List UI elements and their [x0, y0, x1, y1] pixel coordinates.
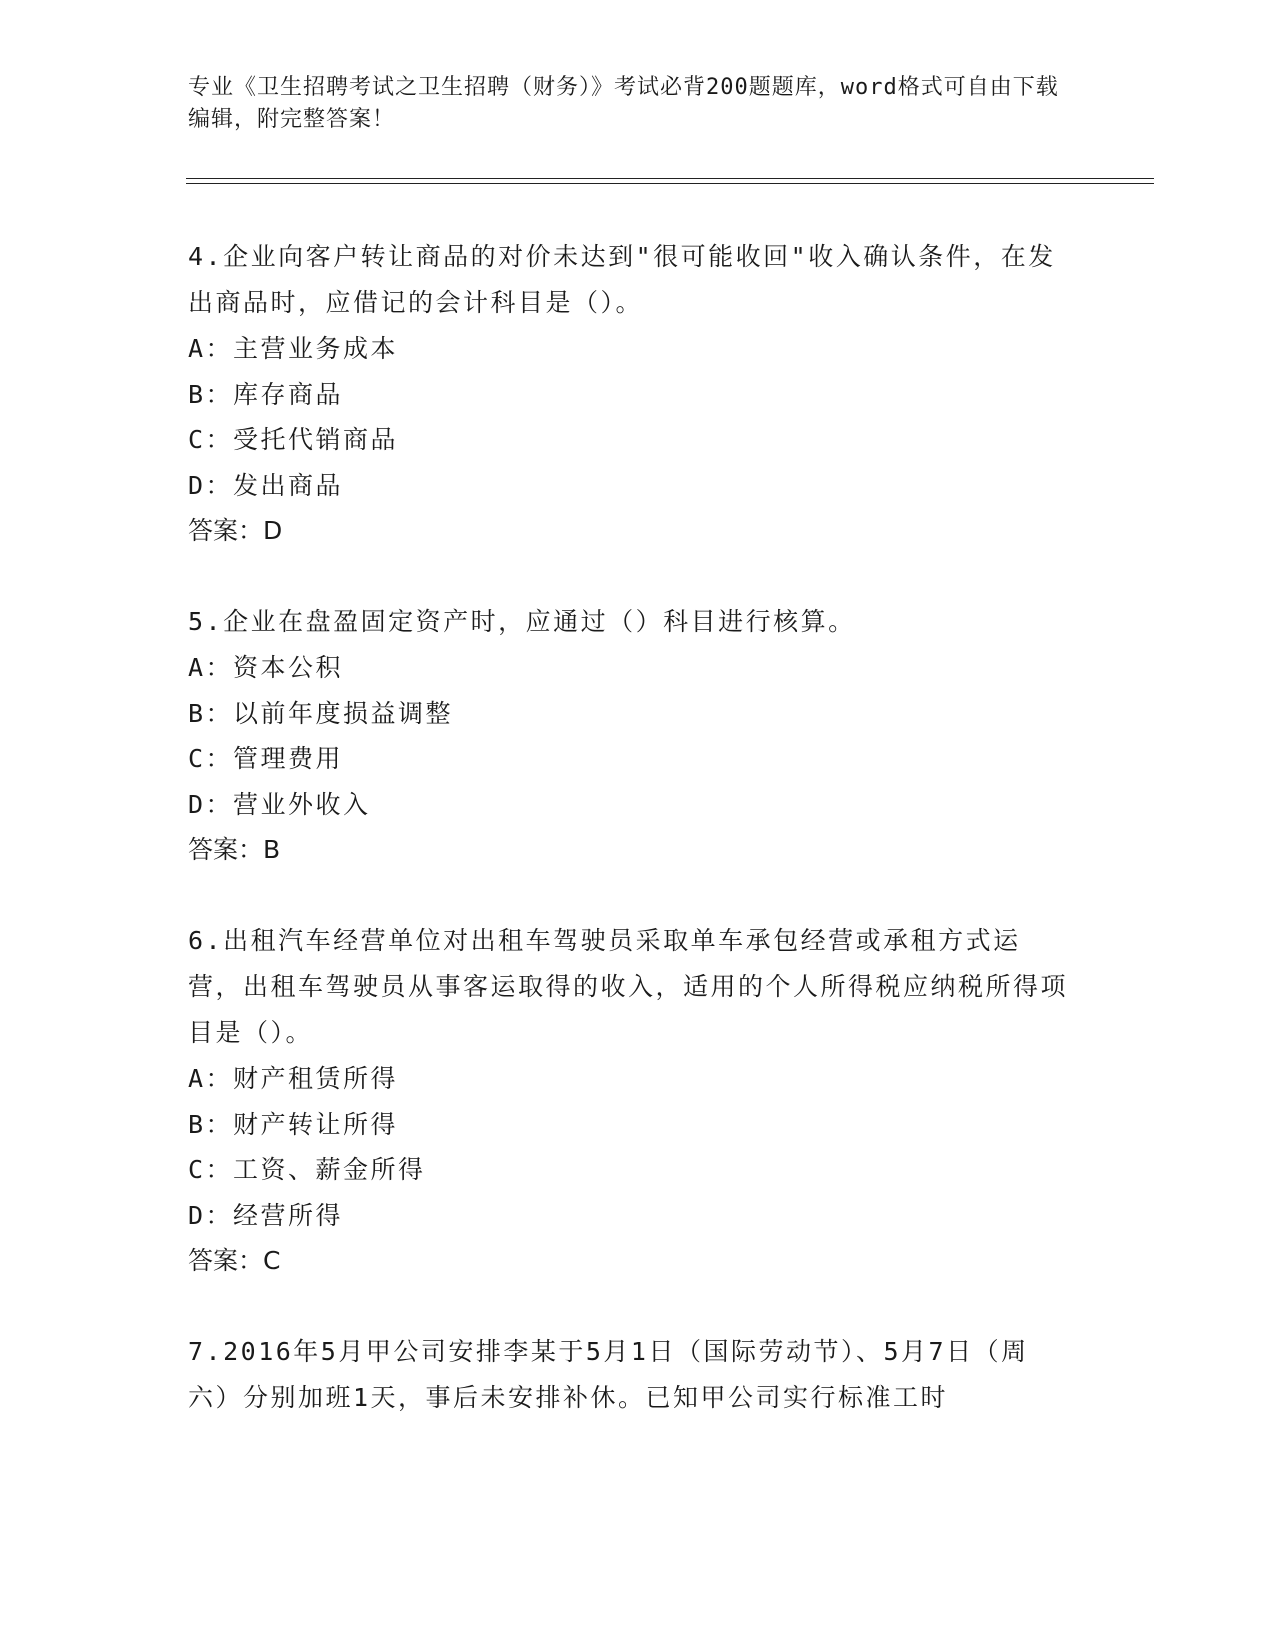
option-a: A：主营业务成本: [188, 334, 399, 363]
option-d: D：营业外收入: [188, 789, 371, 819]
question-7: [188, 1329, 1068, 1421]
answer: 答案：D: [188, 516, 283, 545]
option-c: C：受托代销商品: [188, 425, 399, 454]
question-stem: 6.出租汽车经营单位对出租车驾驶员采取单车承包经营或承租方式运营，出租车驾驶员从事客运取得的收入，适用的个人所得税应纳税所得项目是（）。: [188, 926, 1069, 1047]
question-6: [188, 918, 1068, 1284]
option-d: D：发出商品: [188, 470, 344, 500]
header-divider-bottom: [186, 183, 1154, 184]
option-c: C：工资、薪金所得: [188, 1155, 426, 1184]
question-4: [188, 234, 1068, 554]
question-5: [188, 599, 1068, 873]
option-b: B：库存商品: [188, 379, 344, 409]
answer: 答案：C: [188, 1246, 281, 1275]
document-intro: 专业《卫生招聘考试之卫生招聘（财务）》考试必背200题题库，word格式可自由下载编辑，附完整答案！: [188, 75, 1059, 132]
option-b: B：以前年度损益调整: [188, 698, 454, 728]
option-d: D：经营所得: [188, 1200, 344, 1230]
question-stem: 5.企业在盘盈固定资产时，应通过（）科目进行核算。: [188, 607, 856, 636]
option-c: C：管理费用: [188, 744, 344, 773]
option-a: A：财产租赁所得: [188, 1064, 399, 1093]
question-stem: 7.2016年5月甲公司安排李某于5月1日（国际劳动节）、5月7日（周六）分别加班1天，事后未安排补休。已知甲公司实行标准工时: [188, 1337, 1029, 1412]
header-divider-top: [186, 178, 1154, 179]
question-stem: 4.企业向客户转让商品的对价未达到"很可能收回"收入确认条件，在发出商品时，应借记的会计科目是（）。: [188, 242, 1056, 317]
option-a: A：资本公积: [188, 653, 344, 682]
answer: 答案：B: [188, 835, 281, 864]
option-b: B：财产转让所得: [188, 1109, 399, 1139]
